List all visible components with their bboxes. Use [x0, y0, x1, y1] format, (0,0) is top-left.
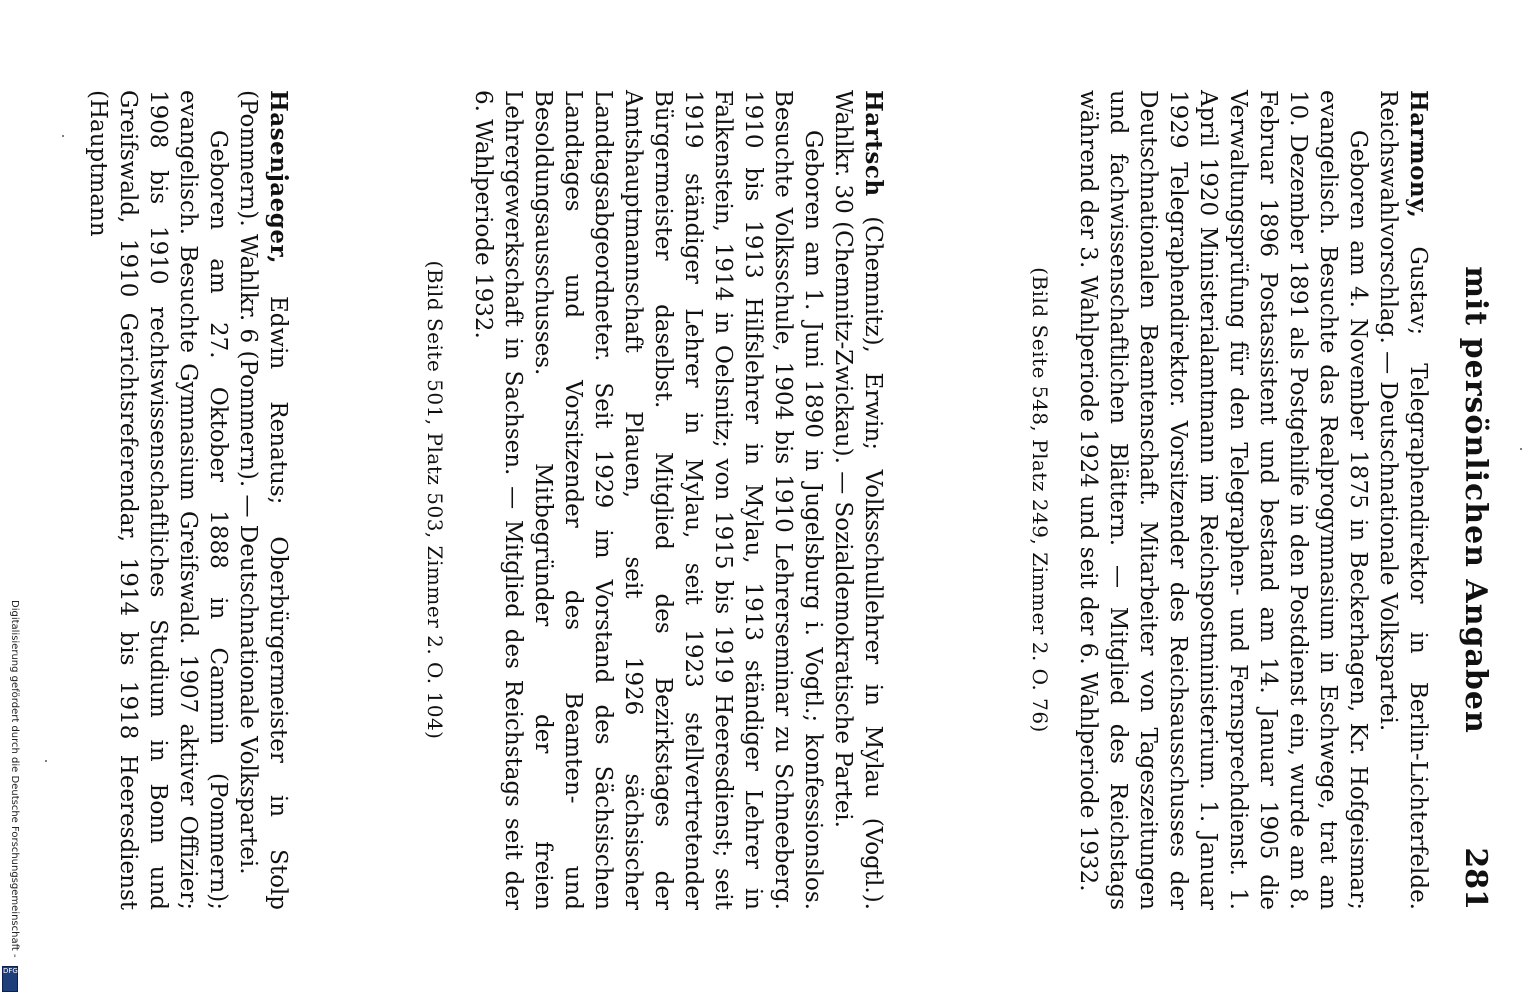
dfg-logo: DFG: [2, 966, 18, 992]
entry-hasenjaeger: [83, 90, 293, 910]
entry-head: [1373, 90, 1433, 910]
entry-name: Hartsch: [860, 90, 887, 197]
entry-head-text: (Chemnitz), Erwin; Volksschullehrer in Mylau (Vogtl.). Wahlkr. 30 (Chemnitz-Zwickau). — Sozialdemokratische Partei.: [830, 90, 886, 910]
photo-reference: (Bild Seite 501, Platz 503, Zimmer 2. O. 104): [423, 260, 447, 740]
digitization-note-text: Digitalisierung gefördert durch die Deutsche Forschungsgemeinschaft -: [9, 600, 20, 958]
entry-head-text: Gustav; Telegraphendirektor in Berlin-Lichterfelde. Reichswahlvorschlag. — Deutschnationale Volkspartei.: [1375, 90, 1431, 910]
entry-body: Geboren am 27. Oktober 1888 in Cammin (Pommern); evangelisch. Besuchte Gymnasium Greifswald. 1907 aktiver Offizier; 1908 bis 1910 rechtswissenschaftliches Studium in Bonn und Greifswald, 1910 Gerichtsreferendar, 1914 bis 1918 Heeresdienst (Hauptmann: [85, 90, 231, 910]
entry-head: [828, 90, 888, 910]
entry-hartsch: [384, 90, 888, 910]
photo-reference: (Bild Seite 548, Platz 249, Zimmer 2. O. 76): [1028, 267, 1052, 733]
scan-speck: [45, 760, 47, 762]
entry-harmony: [989, 90, 1433, 910]
page-number: 281: [1458, 847, 1493, 910]
page-title: mit persönlichen Angaben: [1458, 266, 1493, 734]
scan-speck: [1520, 448, 1522, 450]
entry-body: Geboren am 1. Juni 1890 in Jugelsburg i. Vogtl.; konfessionslos. Besuchte Volksschule, 1904 bis 1910 Lehrerseminar zu Schneeberg. 1910 bis 1913 Hilfslehrer in Mylau, 1913 ständiger Lehrer in Falkenstein, 1914 in Oelsnitz; von 1915 bis 1919 Heeresdienst; seit 1919 ständiger Lehrer in Mylau, seit 1923 stellvertretender Bürgermeister daselbst. Mitglied des Bezirkstages der Amtshauptmannschaft Plauen, seit 1926 sächsischer Landtagsabgeordneter. Seit 1929 im Vorstand des Sächsischen Landtages und Vorsitzender des Beamten- und Besoldungsausschusses. Mitbegründer der freien Lehrergewerkschaft in Sachsen. — Mitglied des Reichstags seit der 6. Wahlperiode 1932.: [470, 90, 826, 910]
entry-name: Hasenjaeger,: [265, 90, 292, 264]
entry-body: Geboren am 4. November 1875 in Beckerhagen, Kr. Hofgeismar; evangelisch. Besuchte das Realprogymnasium in Eschwege, trat am 10. Dezember 1891 als Postgehilfe in den Postdienst ein, wurde am 8. Februar 1896 Postassistent und bestand am 14. Januar 1905 die Verwaltungsprüfung für den Telegraphen- und Fernsprechdienst. 1. April 1920 Ministerialamtmann im Reichspostministerium. 1. Januar 1929 Telegraphendirektor. Vorsitzender des Reichsausschusses der Deutschnationalen Beamtenschaft. Mitarbeiter von Tageszeitungen und fachwissenschaftlichen Blättern. — Mitglied des Reichstags während der 3. Wahlperiode 1924 und seit der 6. Wahlperiode 1932.: [1075, 90, 1371, 910]
entry-name: Harmony,: [1405, 90, 1432, 219]
entry-head: [233, 90, 293, 910]
running-head: [1453, 90, 1493, 910]
scan-speck: [62, 135, 64, 137]
digitization-note: [8, 600, 20, 980]
entry-head-text: Edwin Renatus; Oberbürgermeister in Stolp (Pommern). Wahlkr. 6 (Pommern). — Deutschnationale Volkspartei.: [235, 90, 291, 910]
